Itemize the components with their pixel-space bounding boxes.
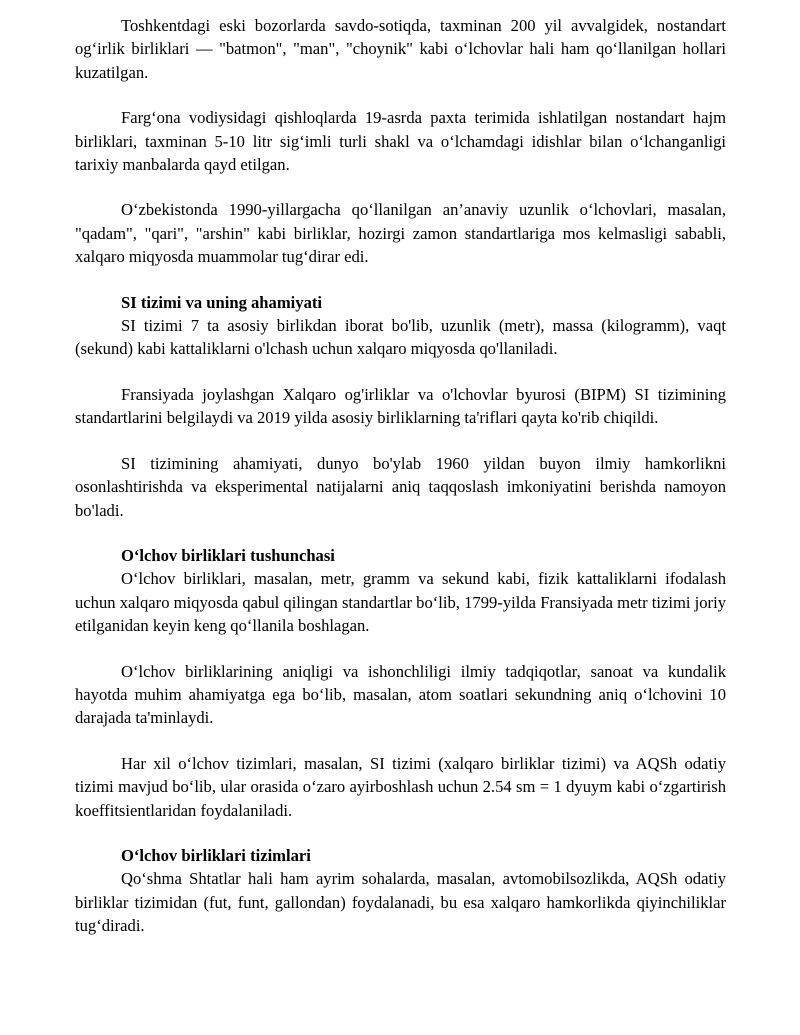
paragraph: O‘lchov birliklarining aniqligi va ishonchliligi ilmiy tadqiqotlar, sanoat va kundalik hayotda muhim ahamiyatga ega bo‘lib, masalan, atom soatlari sekundning aniq o‘lchovini 10 darajada ta'minlaydi. bbox=[75, 661, 726, 728]
paragraph: Har xil o‘lchov tizimlari, masalan, SI tizimi (xalqaro birliklar tizimi) va AQSh odatiy tizimi mavjud bo‘lib, ular orasida o‘zaro ayirboshlash uchun 2.54 sm = 1 dyuym kabi o‘zgartirish koeffitsientlaridan foydalaniladi. bbox=[75, 753, 726, 820]
paragraph: Fransiyada joylashgan Xalqaro og'irliklar va o'lchovlar byurosi (BIPM) SI tizimining standartlarini belgilaydi va 2019 yilda asosiy birliklarning ta'riflari qayta ko'rib chiqildi. bbox=[75, 384, 726, 428]
paragraph: Qo‘shma Shtatlar hali ham ayrim sohalarda, masalan, avtomobilsozlikda, AQSh odatiy birliklar tizimidan (fut, funt, gallondan) foydalanadi, bu esa xalqaro hamkorlikda qiyinchiliklar tug‘diradi. bbox=[75, 869, 726, 936]
paragraph: Toshkentdagi eski bozorlarda savdo-sotiqda, taxminan 200 yil avvalgidek, nostandart og‘irlik birliklari — "batmon", "man", "choynik" kabi o‘lchovlar hali ham qo‘llanilgan hollari kuzatilgan. bbox=[75, 16, 726, 82]
section-heading: O‘lchov birliklari tushunchasi bbox=[121, 545, 335, 565]
section-heading: SI tizimi va uning ahamiyati bbox=[121, 292, 322, 312]
paragraph: O‘zbekistonda 1990-yillargacha qo‘llanilgan an’anaviy uzunlik o‘lchovlari, masalan, "qadam", "qari", "arshin" kabi birliklar, hozirgi zamon standartlariga mos kelmasligi sababli, xalqaro miqyosda muammolar tug‘dirar edi. bbox=[75, 200, 726, 267]
paragraph: Farg‘ona vodiysidagi qishloqlarda 19-asrda paxta terimida ishlatilgan nostandart hajm birliklari, taxminan 5-10 litr sig‘imli turli shakl va o‘lchamdagi idishlar bilan o‘lchanganligi tarixiy manbalarda qayd etilgan. bbox=[75, 108, 726, 175]
section-heading: O‘lchov birliklari tizimlari bbox=[121, 845, 311, 865]
paragraph: O‘lchov birliklari, masalan, metr, gramm va sekund kabi, fizik kattaliklarni ifodalash uchun xalqaro miqyosda qabul qilingan standartlar bo‘lib, 1799-yilda Fransiyada metr tizimi joriy etilganidan keyin keng qo‘llanila boshlagan. bbox=[75, 569, 726, 636]
paragraph: SI tizimining ahamiyati, dunyo bo'ylab 1960 yildan buyon ilmiy hamkorlikni osonlashtirishda va eksperimental natijalarni aniq taqqoslash imkoniyatini berishda namoyon bo'ladi. bbox=[75, 453, 726, 520]
paragraph: SI tizimi 7 ta asosiy birlikdan iborat bo'lib, uzunlik (metr), massa (kilogramm), vaqt (sekund) kabi kattaliklarni o'lchash uchun xalqaro miqyosda qo'llaniladi. bbox=[75, 316, 726, 359]
